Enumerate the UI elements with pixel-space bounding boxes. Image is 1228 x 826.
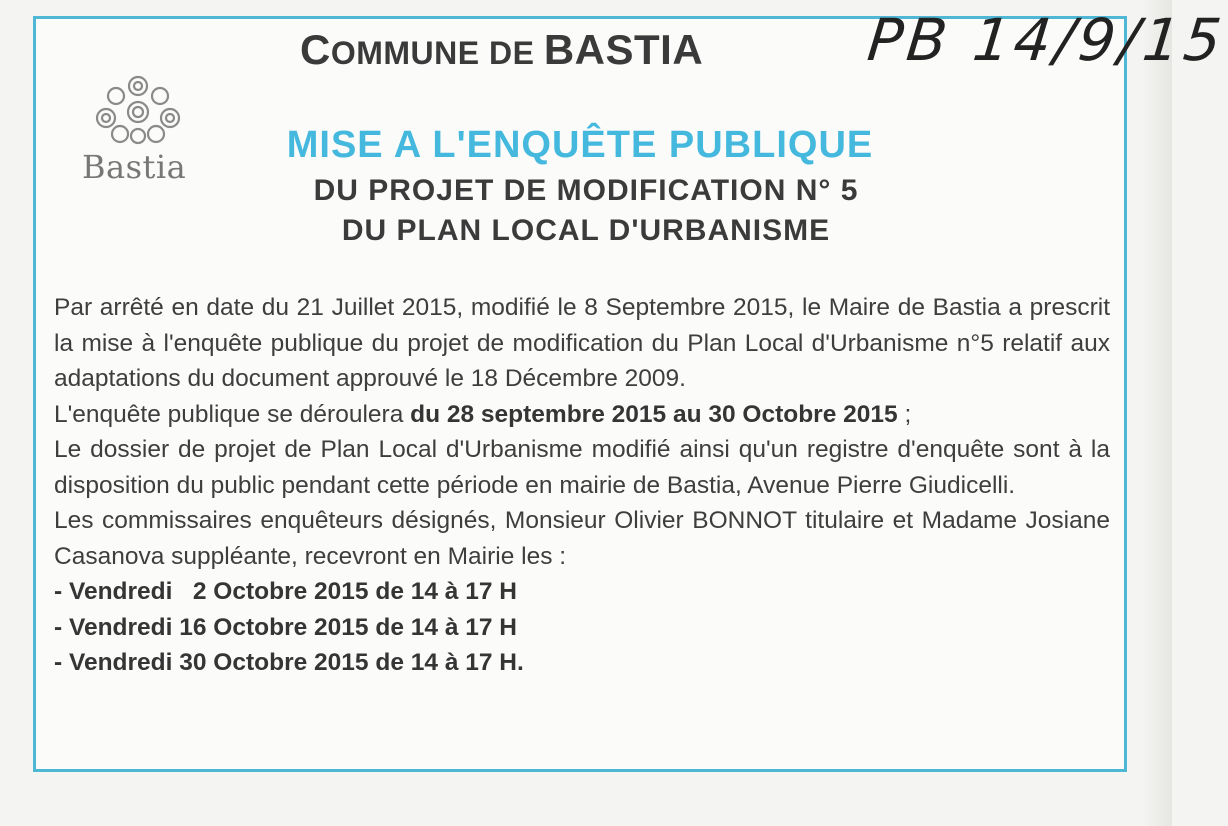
commune-prefix-initial: C <box>300 26 331 73</box>
commune-name: BASTIA <box>543 26 704 73</box>
bastia-logo-text: Bastia <box>82 148 187 186</box>
dates-range: du 28 septembre 2015 au 30 Octobre 2015 <box>410 400 898 428</box>
dates-intro: L'enquête publique se déroulera <box>54 400 411 428</box>
notice-subtitle-2: DU PLAN LOCAL D'URBANISME <box>341 214 831 247</box>
schedule-list <box>54 574 1110 681</box>
notice-title: MISE A L'ENQUÊTE PUBLIQUE <box>286 124 874 166</box>
commune-prefix: OMMUNE DE <box>330 35 544 71</box>
schedule-item: - Vendredi 2 Octobre 2015 de 14 à 17 H <box>54 578 517 605</box>
handwritten-note: PB 14/9/15 <box>864 6 1228 74</box>
schedule-item: - Vendredi 16 Octobre 2015 de 14 à 17 H <box>54 613 517 641</box>
commune-heading <box>300 26 703 74</box>
paragraph-dossier: Le dossier de projet de Plan Local d'Urbanisme modifié ainsi qu'un registre d'enquête sont à la disposition du public pendant cette période en mairie de Bastia, Avenue Pierre Giudicelli. <box>54 436 1110 499</box>
notice-subtitle-1: DU PROJET DE MODIFICATION N° 5 <box>313 174 859 207</box>
paragraph-arrete: Par arrêté en date du 21 Juillet 2015, modifié le 8 Septembre 2015, le Maire de Bastia a prescrit la mise à l'enquête publique du projet de modification du Plan Local d'Urbanisme n°5 relatif aux adaptations du document approuvé le 18 Décembre 2009. <box>54 294 1110 392</box>
dates-end: ; <box>897 400 912 428</box>
notice-body <box>54 290 1110 681</box>
schedule-item: - Vendredi 30 Octobre 2015 de 14 à 17 H. <box>54 649 524 676</box>
paragraph-dates <box>54 397 1110 433</box>
paragraph-commissaires: Les commissaires enquêteurs désignés, Monsieur Olivier BONNOT titulaire et Madame Josiane Casanova suppléante, recevront en Mairie les : <box>54 507 1110 570</box>
